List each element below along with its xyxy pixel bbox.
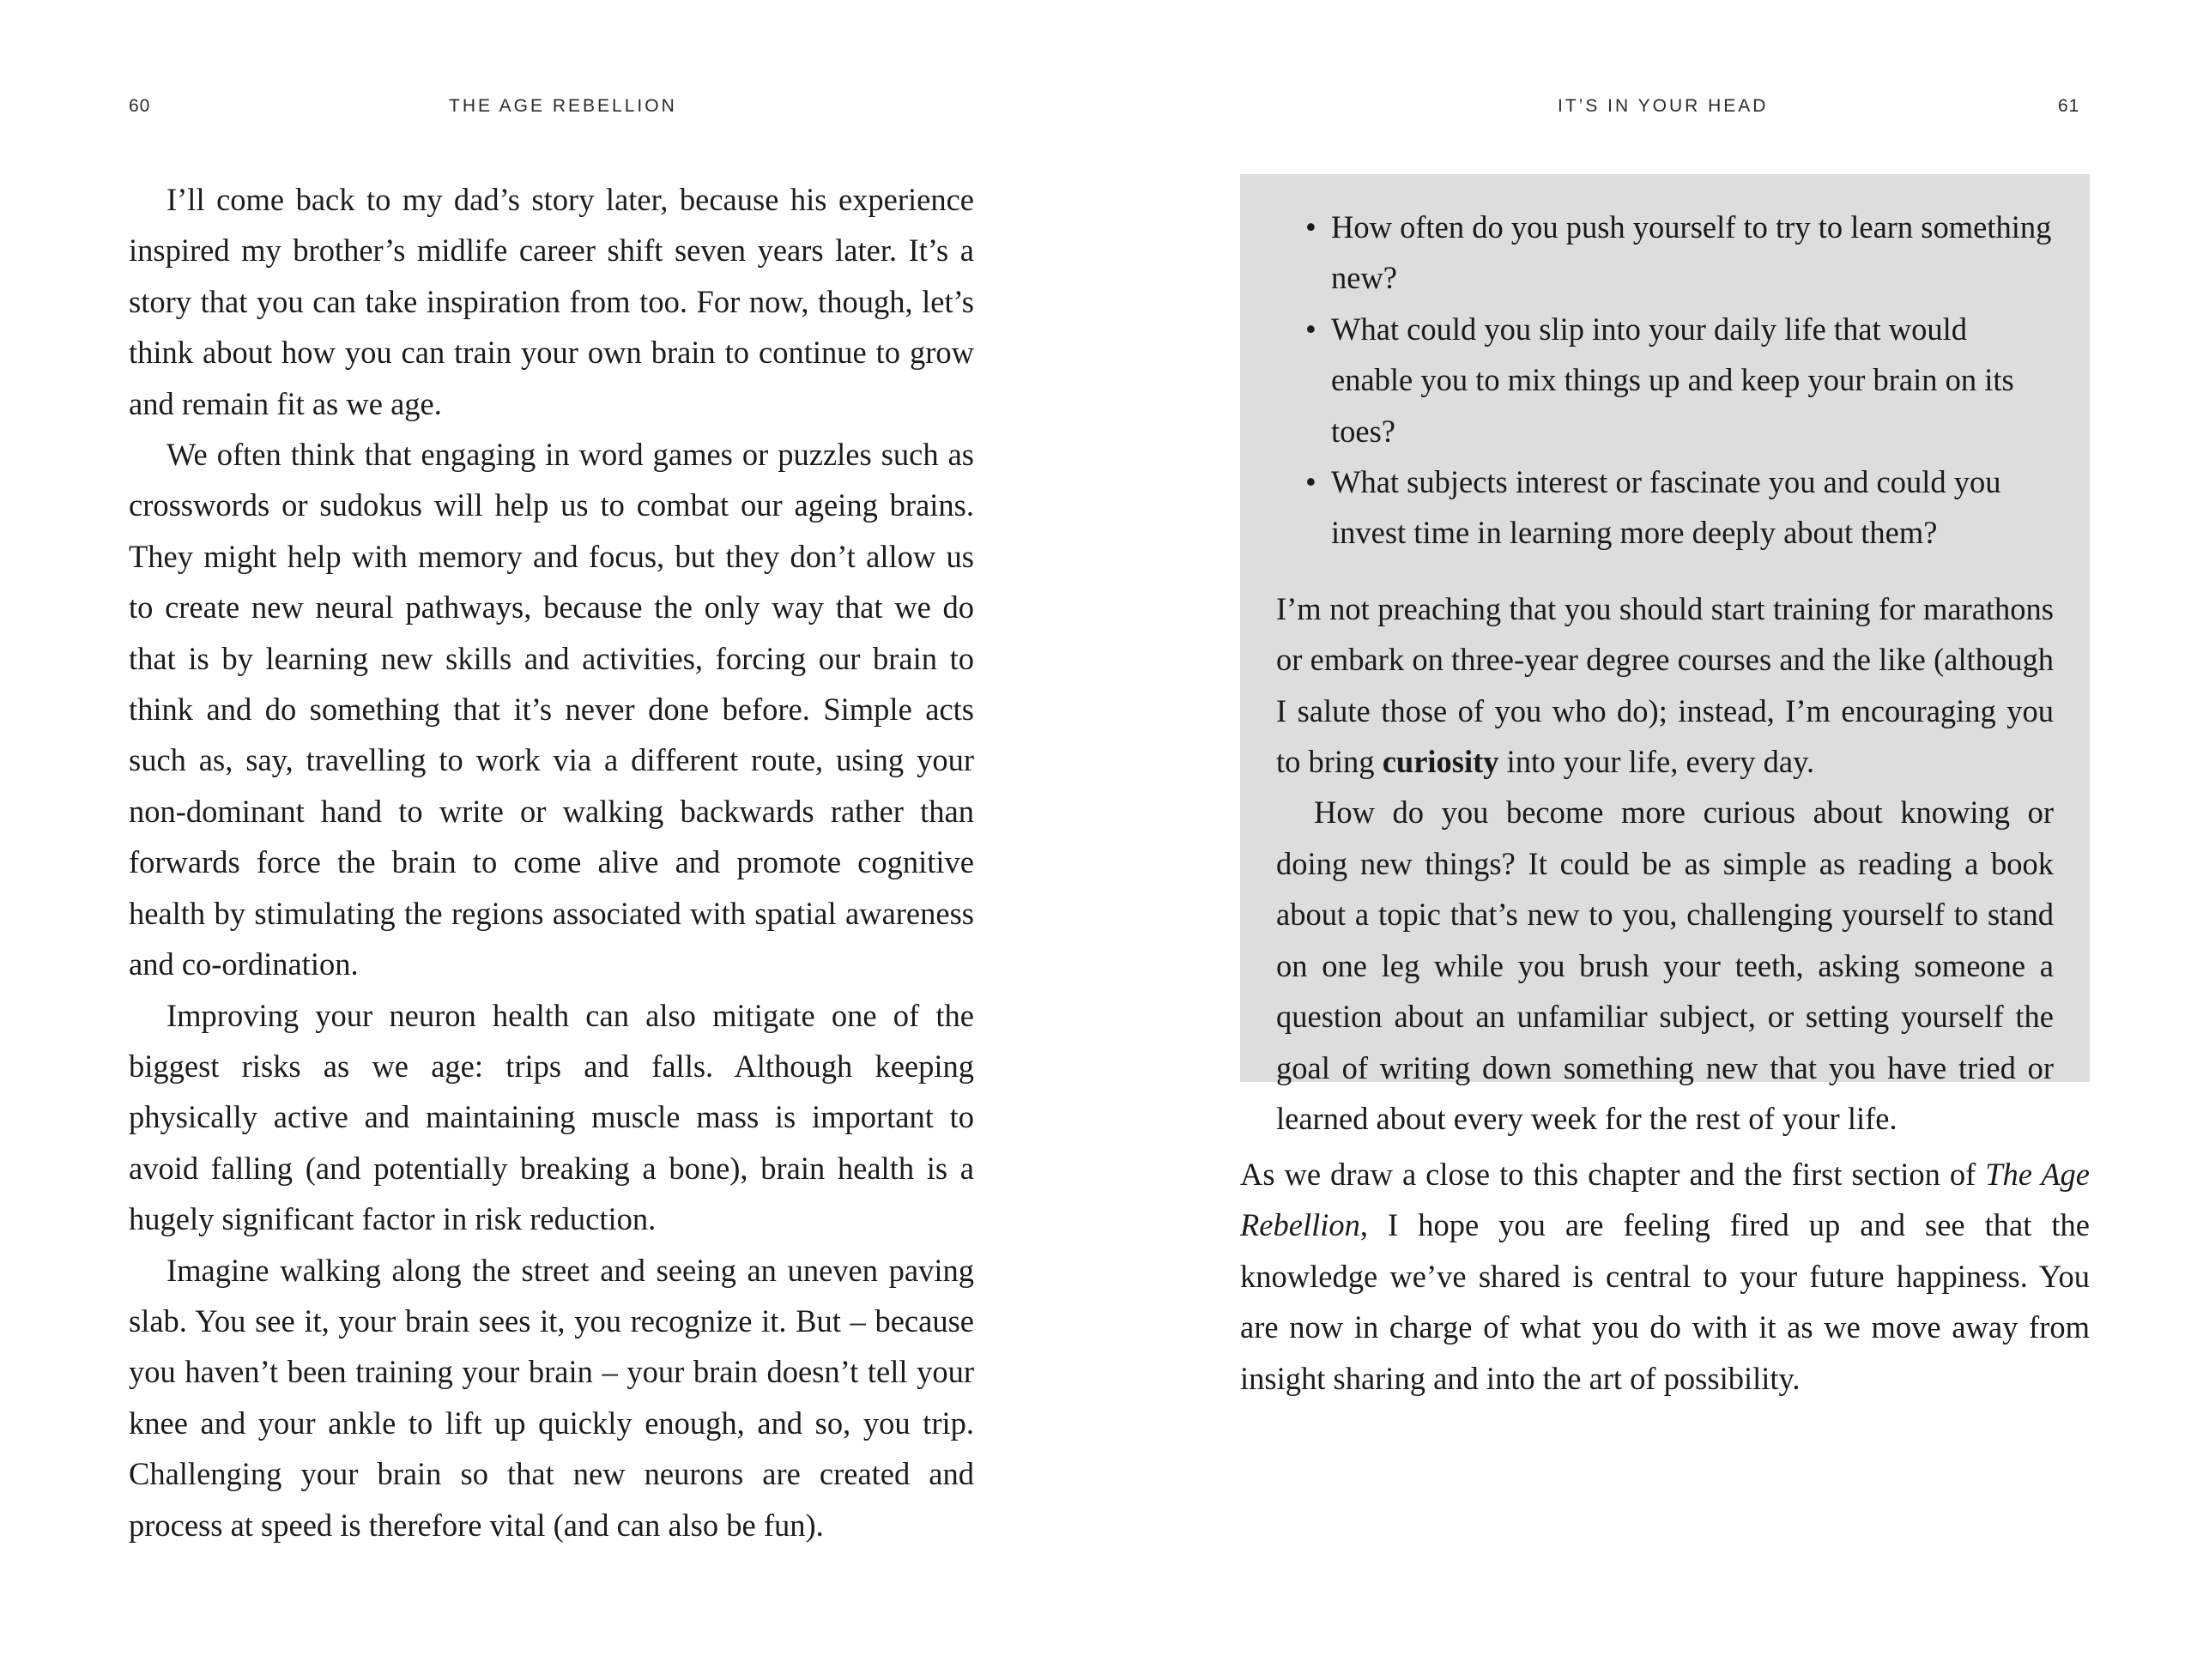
book-title: The Age Rebellion [1240, 1157, 2091, 1243]
callout-body-text [1276, 583, 2054, 1144]
running-head-left: THE AGE REBELLION [449, 96, 677, 116]
text-run: , I hope you are feeling fired up and see that the knowledge we’ve shared is central to your future happiness. You are now in charge of what you do with it as we move away from insight sharing and into the art of possibility. [1240, 1207, 2090, 1396]
bullet-icon: • [1305, 209, 1316, 245]
bullet-icon: • [1305, 464, 1316, 500]
list-item-text: What could you slip into your daily life that would enable you to mix things up and keep your brain on its toes? [1331, 311, 2014, 449]
text-run: into your life, every day. [1498, 744, 1815, 780]
paragraph: We often think that engaging in word games or puzzles such as crosswords or sudokus will help us to combat our ageing brains. They might help with memory and focus, but they don’t allow us to create new neural pathways, because the only way that we do that is by learning new skills and activities, forcing our brain to think and do something that it’s never done before. Simple acts such as, say, travelling to work via a different route, using your non-dominant hand to write or walking backwards rather than forwards force the brain to come alive and promote cognitive health by stimulating the regions associated with spatial awareness and co-ordination. [129, 437, 974, 982]
list-item-text: What subjects interest or fascinate you and could you invest time in learning more deeply about them? [1331, 464, 2001, 551]
closing-text [1240, 1149, 2090, 1404]
list-item-text: How often do you push yourself to try to learn something new? [1331, 209, 2052, 296]
callout-box [1240, 174, 2090, 1136]
paragraph: Improving your neuron health can also mitigate one of the biggest risks as we age: trips and falls. Although keeping physically active and maintaining muscle mass is important to avoid falling (and potentially breaking a bone), brain health is a hugely significant factor in risk reduction. [129, 997, 974, 1237]
page-number-left: 60 [129, 96, 151, 116]
emphasis-curiosity: curiosity [1382, 744, 1499, 780]
paragraph [1276, 583, 2054, 788]
paragraph: I’ll come back to my dad’s story later, because his experience inspired my brother’s midlife career shift seven years later. It’s a story that you can take inspiration from too. For now, though, let’s think about how you can train your own brain to continue to grow and remain fit as we age. [129, 182, 974, 421]
bullet-icon: • [1305, 311, 1316, 347]
question-list [1276, 202, 2054, 559]
left-body-text [129, 174, 974, 1550]
paragraph [1240, 1149, 2090, 1404]
text-run: As we draw a close to this chapter and the first section of [1240, 1157, 1986, 1192]
page-number-right: 61 [2058, 96, 2080, 116]
list-item [1305, 456, 2054, 559]
paragraph: How do you become more curious about knowing or doing new things? It could be as simple as reading a book about a topic that’s new to you, challenging yourself to stand on one leg while you brush your teeth, asking someone a question about an unfamiliar subject, or setting yourself the goal of writing down something new that you have tried or learned about every week for the rest of your life. [1276, 795, 2054, 1136]
running-head-right: IT’S IN YOUR HEAD [1558, 96, 1769, 116]
text-run: I’m not preaching that you should start training for marathons or embark on three-year degree courses and the like (although I salute those of you who do); instead, I’m encouraging you to bring [1276, 590, 2054, 780]
list-item [1305, 304, 2054, 456]
left-page [0, 0, 1098, 1680]
list-item [1305, 202, 2054, 304]
paragraph: Imagine walking along the street and seeing an uneven paving slab. You see it, your brain sees it, you recognize it. But – because you haven’t been training your brain – your brain doesn’t tell your knee and your ankle to lift up quickly enough, and so, you trip. Challenging your brain so that new neurons are created and process at speed is therefore vital (and can also be fun). [129, 1252, 974, 1543]
